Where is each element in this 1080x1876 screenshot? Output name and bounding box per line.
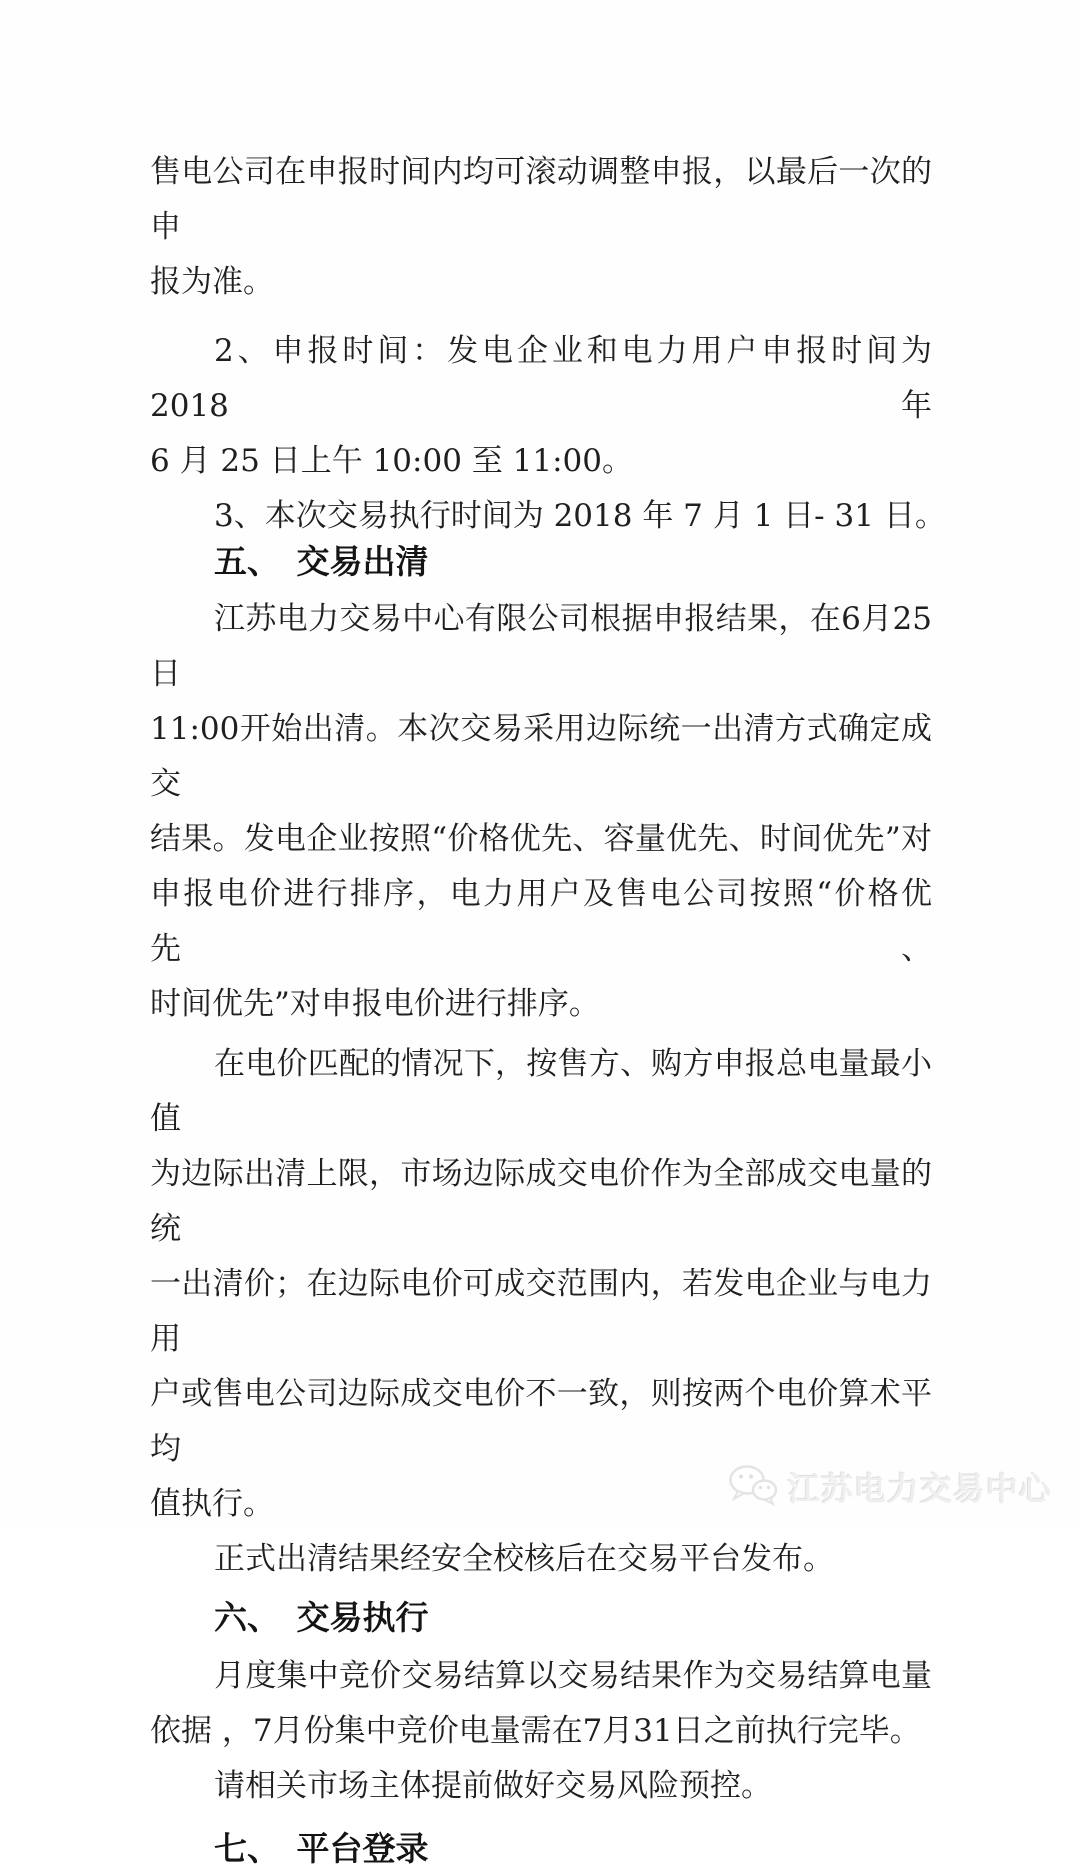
watermark-footer (726, 1463, 1052, 1511)
paragraph-line: 6 月 25 日上午 10:00 至 11:00。 (150, 443, 633, 479)
section-heading: 七、 平台登录 (214, 1829, 429, 1868)
wechat-icon (726, 1463, 778, 1511)
paragraph-line: 请相关市场主体提前做好交易风险预控。 (214, 1768, 772, 1804)
paragraph-line: 申报电价进行排序，电力用户及售电公司按照“价格优先、 (150, 876, 932, 967)
paragraph-line: 正式出清结果经安全校核后在交易平台发布。 (214, 1541, 834, 1577)
paragraph-line: 售电公司在申报时间内均可滚动调整申报，以最后一次的申 (150, 154, 932, 245)
paragraph-line: 2、申报时间：发电企业和电力用户申报时间为 2018 年 (150, 333, 932, 424)
paragraph-line: 结果。发电企业按照“价格优先、容量优先、时间优先”对 (150, 821, 932, 857)
paragraph-line: 依据 ，7月份集中竞价电量需在7月31日之前执行完毕。 (150, 1713, 921, 1749)
paragraph-line: 江苏电力交易中心有限公司根据申报结果，在6月25日 (150, 601, 932, 692)
document-body (150, 145, 946, 1876)
watermark-brand: 江苏电力交易中心 (787, 1470, 1052, 1508)
paragraph-line: 月度集中竞价交易结算以交易结果作为交易结算电量 (214, 1658, 932, 1694)
paragraph-line: 报为准。 (150, 264, 274, 300)
section-heading: 六、 交易执行 (214, 1598, 429, 1637)
section-heading: 五、 交易出清 (214, 542, 429, 581)
paragraph-line: 为边际出清上限，市场边际成交电价作为全部成交电量的统 (150, 1156, 932, 1247)
paragraph-line: 11:00开始出清。本次交易采用边际统一出清方式确定成交 (150, 711, 932, 802)
paragraph-line: 户或售电公司边际成交电价不一致，则按两个电价算术平均 (150, 1376, 932, 1467)
paragraph-line: 时间优先”对申报电价进行排序。 (150, 986, 600, 1022)
paragraph-line: 3、本次交易执行时间为 2018 年 7 月 1 日- 31 日。 (214, 498, 946, 534)
paragraph-line: 在电价匹配的情况下，按售方、购方申报总电量最小值 (150, 1046, 932, 1137)
paragraph-line: 一出清价；在边际电价可成交范围内，若发电企业与电力用 (150, 1266, 932, 1357)
paragraph-line: 值执行。 (150, 1486, 274, 1522)
